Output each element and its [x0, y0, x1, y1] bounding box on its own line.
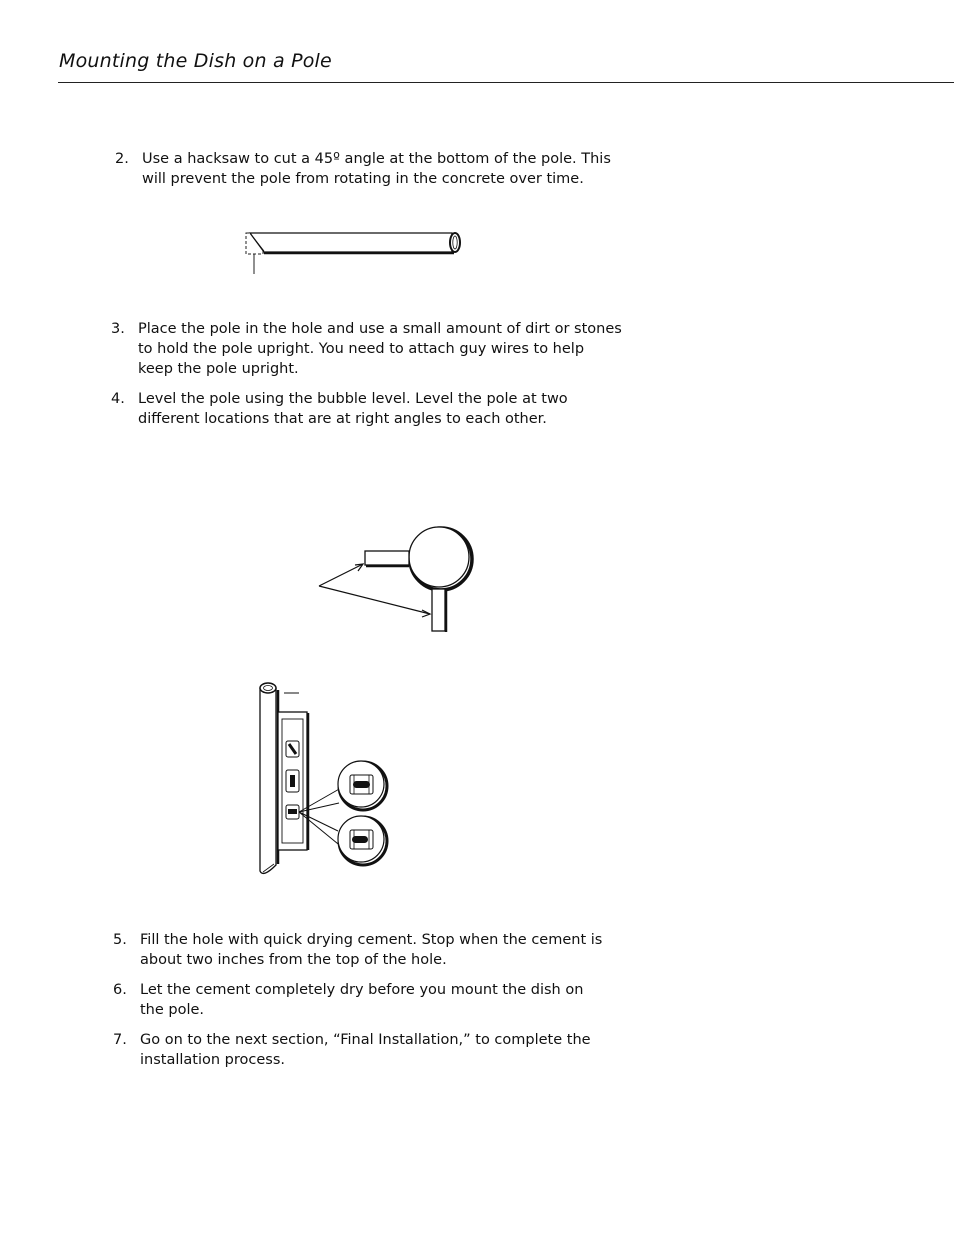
step-text [142, 149, 611, 189]
cut-pole-illustration [240, 225, 470, 280]
step-number: 6. [113, 982, 127, 998]
step-line: different locations that are at right angles to each other. [138, 411, 547, 427]
bubble-level-illustration [250, 678, 395, 883]
step-line: Use a hacksaw to cut a 45º angle at the bottom of the pole. This [142, 151, 611, 167]
step-line: Let the cement completely dry before you mount the dish on [140, 982, 584, 998]
step-number: 3. [111, 321, 125, 337]
page-title: Mounting the Dish on a Pole [59, 50, 332, 72]
title-divider [58, 82, 954, 83]
step-number: 4. [111, 391, 125, 407]
step-line: Level the pole using the bubble level. Level the pole at two [138, 391, 568, 407]
step-line: Fill the hole with quick drying cement. Stop when the cement is [140, 932, 603, 948]
step-text [140, 980, 583, 1020]
step-text [138, 319, 622, 379]
step-line: Go on to the next section, “Final Installation,” to complete the [140, 1032, 591, 1048]
step-line: Place the pole in the hole and use a small amount of dirt or stones [138, 321, 622, 337]
step-text [140, 930, 602, 970]
step-number: 7. [113, 1032, 127, 1048]
step-number: 5. [113, 932, 127, 948]
pole-top-view-illustration [310, 518, 485, 640]
step-line: about two inches from the top of the hole. [140, 952, 447, 968]
step-text [140, 1030, 591, 1070]
step-text [138, 389, 568, 429]
step-number: 2. [115, 151, 129, 167]
step-line: keep the pole upright. [138, 361, 299, 377]
step-line: the pole. [140, 1002, 205, 1018]
step-line: installation process. [140, 1052, 285, 1068]
step-line: will prevent the pole from rotating in the concrete over time. [142, 171, 584, 187]
step-line: to hold the pole upright. You need to attach guy wires to help [138, 341, 585, 357]
